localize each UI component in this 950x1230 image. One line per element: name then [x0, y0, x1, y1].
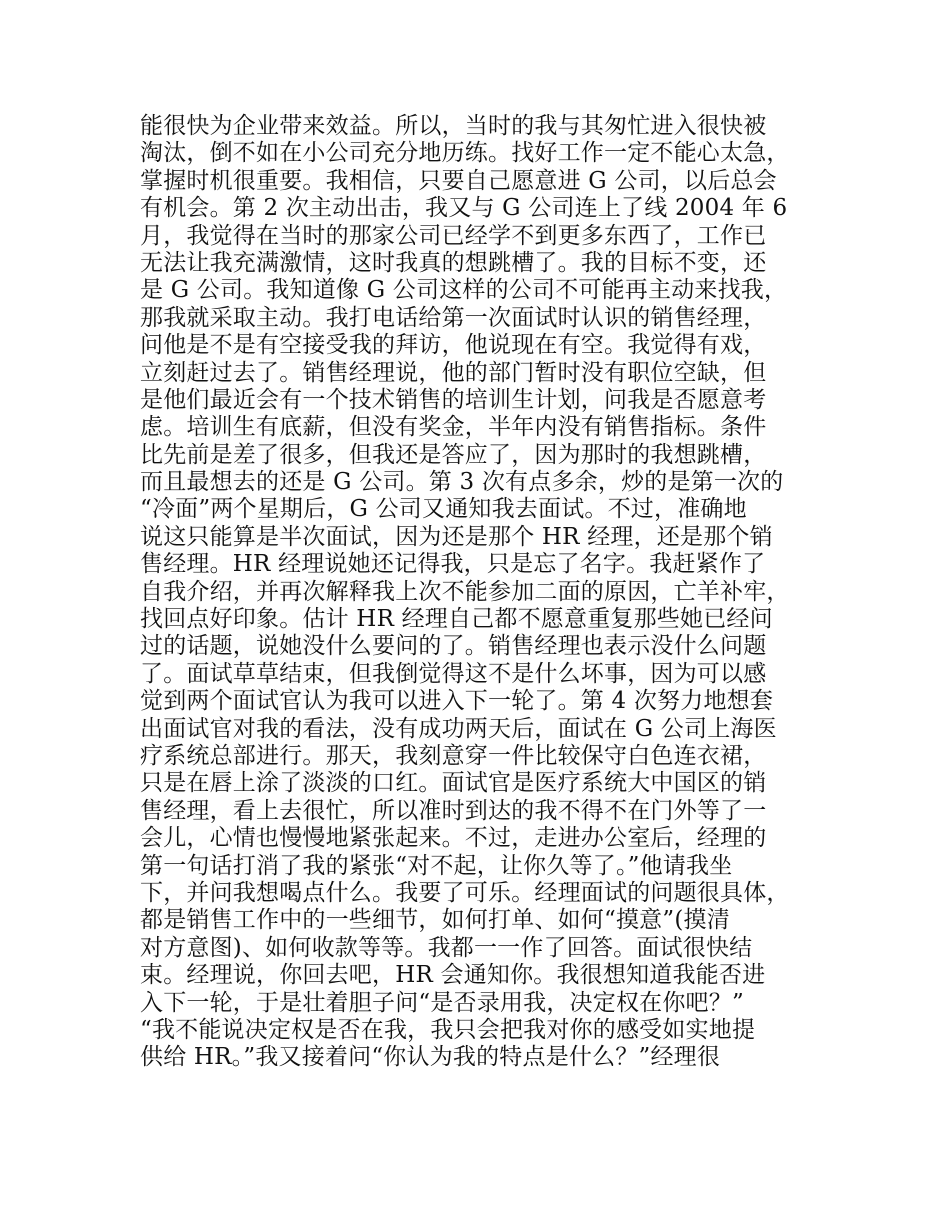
- text-line: 自我介绍，并再次解释我上次不能参加二面的原因，亡羊补牢，: [140, 578, 790, 605]
- text-line: 觉到两个面试官认为我可以进入下一轮了。第 4 次努力地想套: [140, 688, 774, 715]
- text-line: 都是销售工作中的一些细节，如何打单、如何“摸意”(摸清: [140, 907, 730, 934]
- text-line: 问他是不是有空接受我的拜访，他说现在有空。我觉得有戏，: [140, 332, 767, 359]
- text-line: “我不能说决定权是否在我，我只会把我对你的感受如实地提: [140, 1016, 756, 1043]
- body-text: [140, 113, 840, 1072]
- text-line: 立刻赶过去了。销售经理说，他的部门暂时没有职位空缺，但: [140, 359, 767, 386]
- text-line: 淘汰，倒不如在小公司充分地历练。找好工作一定不能心太急，: [140, 140, 790, 167]
- text-line: 比先前是差了很多，但我还是答应了，因为那时的我想跳槽，: [140, 441, 767, 468]
- text-line: 出面试官对我的看法，没有成功两天后，面试在 G 公司上海医: [140, 715, 777, 742]
- text-line: 无法让我充满激情，这时我真的想跳槽了。我的目标不变，还: [140, 249, 767, 276]
- text-line: 供给 HR。”我又接着问“你认为我的特点是什么？”经理很: [140, 1044, 721, 1071]
- text-line: 售经理。HR 经理说她还记得我，只是忘了名字。我赶紧作了: [140, 551, 766, 578]
- text-line: 那我就采取主动。我打电话给第一次面试时认识的销售经理，: [140, 304, 767, 331]
- text-line: 只是在唇上涂了淡淡的口红。面试官是医疗系统大中国区的销: [140, 770, 767, 797]
- text-line: 月，我觉得在当时的那家公司已经学不到更多东西了，工作已: [140, 222, 767, 249]
- text-line: 有机会。第 2 次主动出击，我又与 G 公司连上了线 2004 年 6: [140, 195, 788, 222]
- text-line: 找回点好印象。估计 HR 经理自己都不愿意重复那些她已经问: [140, 606, 773, 633]
- text-line: “冷面”两个星期后，G 公司又通知我去面试。不过，准确地: [140, 496, 747, 523]
- text-line: 过的话题，说她没什么要问的了。销售经理也表示没什么问题: [140, 633, 767, 660]
- text-line: 第一句话打消了我的紧张“对不起，让你久等了。”他请我坐: [140, 852, 733, 879]
- text-line: 能很快为企业带来效益。所以，当时的我与其匆忙进入很快被: [140, 113, 767, 139]
- text-line: 入下一轮，于是壮着胆子问“是否录用我，决定权在你吧？”: [140, 989, 744, 1016]
- text-line: 下，并问我想喝点什么。我要了可乐。经理面试的问题很具体，: [140, 879, 790, 906]
- text-line: 而且最想去的还是 G 公司。第 3 次有点多余，炒的是第一次的: [140, 469, 784, 496]
- text-line: 是他们最近会有一个技术销售的培训生计划，问我是否愿意考: [140, 386, 767, 413]
- text-line: 束。经理说，你回去吧，HR 会通知你。我很想知道我能否进: [140, 962, 766, 989]
- text-line: 虑。培训生有底薪，但没有奖金，半年内没有销售指标。条件: [140, 414, 767, 441]
- text-line: 对方意图)、如何收款等等。我都一一作了回答。面试很快结: [140, 934, 753, 961]
- text-line: 掌握时机很重要。我相信，只要自己愿意进 G 公司，以后总会: [140, 167, 777, 194]
- text-line: 售经理，看上去很忙，所以准时到达的我不得不在门外等了一: [140, 797, 767, 824]
- text-line: 是 G 公司。我知道像 G 公司这样的公司不可能再主动来找我，: [140, 277, 788, 304]
- text-line: 说这只能算是半次面试，因为还是那个 HR 经理，还是那个销: [140, 523, 773, 550]
- text-line: 了。面试草草结束，但我倒觉得这不是什么坏事，因为可以感: [140, 660, 767, 687]
- text-line: 会儿，心情也慢慢地紧张起来。不过，走进办公室后，经理的: [140, 825, 767, 852]
- text-line: 疗系统总部进行。那天，我刻意穿一件比较保守白色连衣裙，: [140, 742, 767, 769]
